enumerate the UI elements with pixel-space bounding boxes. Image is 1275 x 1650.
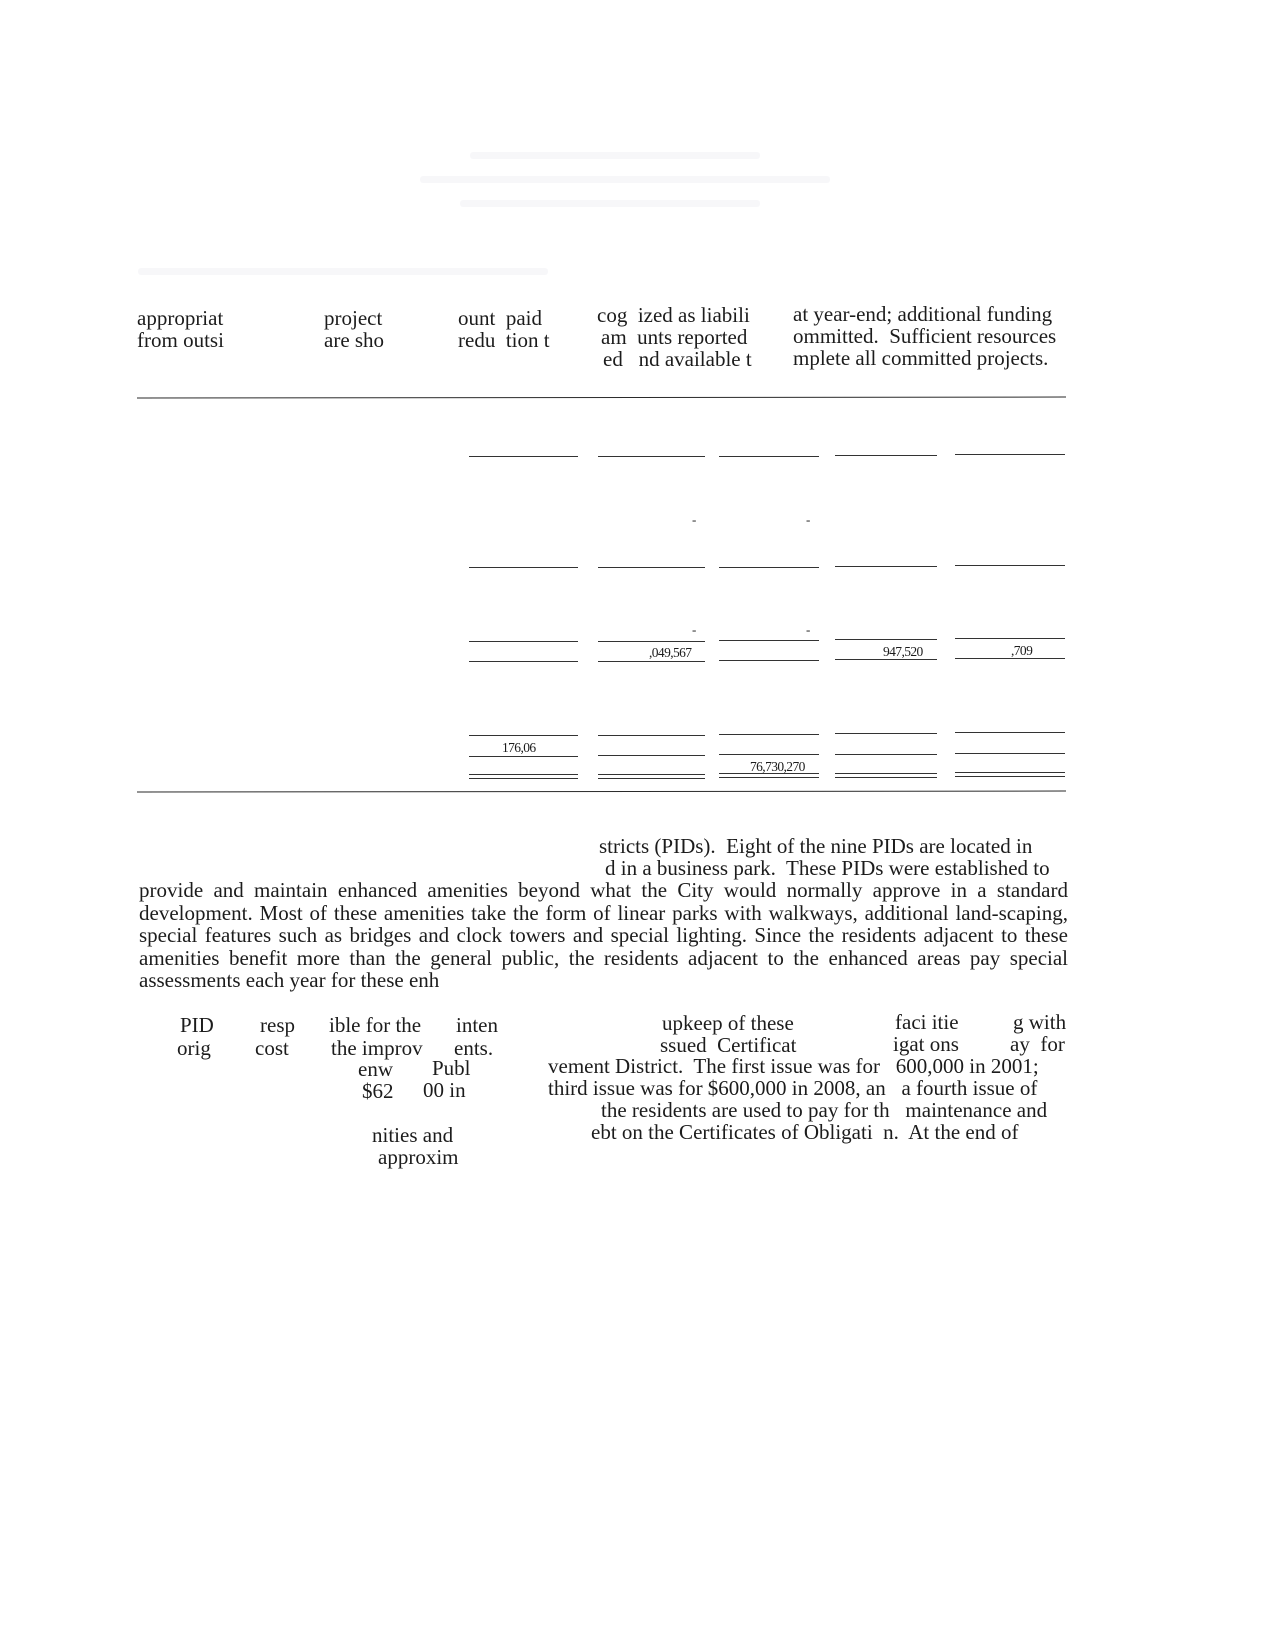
col-rule xyxy=(835,754,937,755)
lower-d2: 00 in xyxy=(423,1078,466,1102)
lower-b6: igat ons xyxy=(893,1032,959,1056)
total-rule xyxy=(719,773,819,774)
col-rule xyxy=(719,660,819,661)
total-rule xyxy=(719,777,819,778)
total-rule xyxy=(835,777,937,778)
lower-b4: ents. xyxy=(454,1036,494,1060)
pid-body: provide and maintain enhanced amenities beyond what the City would normally approve in a standard development. Most of these amenities take the form of linear parks with walkways, additional land-scaping, special features such as bridges and clock towers and special lighting. Since the residents adjacent to these amenities benefit more than the general public, the residents adjacent to the enhanced areas pay special assessments each year for these enh xyxy=(139,878,1068,992)
cell-value: 176,06 xyxy=(502,740,536,755)
faded-section-heading xyxy=(138,268,548,275)
col-rule xyxy=(719,734,819,735)
top-col3-line1: ount paid xyxy=(458,306,542,330)
col-rule xyxy=(469,456,578,457)
col-rule xyxy=(955,658,1065,659)
lower-b7: ay for xyxy=(1010,1032,1065,1056)
lower-a5: upkeep of these xyxy=(662,1011,794,1035)
col-rule xyxy=(469,641,578,642)
cell-value: 76,730,270 xyxy=(750,759,805,774)
lower-b2: cost xyxy=(255,1036,289,1060)
col-rule xyxy=(469,756,578,757)
cell-value: 947,520 xyxy=(883,644,923,659)
cell-value: ,709 xyxy=(1011,643,1033,658)
col-rule xyxy=(719,754,819,755)
total-rule xyxy=(598,774,705,775)
col-rule xyxy=(469,735,578,736)
col-rule xyxy=(598,661,705,662)
lower-b1: orig xyxy=(177,1036,211,1060)
top-col1-line1: appropriat xyxy=(137,306,224,330)
lower-b3: the improv xyxy=(331,1036,423,1060)
col-rule xyxy=(955,638,1065,639)
col-rule xyxy=(835,639,937,640)
col-rule xyxy=(469,661,578,662)
col-rule xyxy=(835,455,937,456)
table-dash: - xyxy=(692,622,697,637)
lower-c3: vement District. The first issue was for 600,000 in 2001; xyxy=(548,1054,1039,1078)
top-col4-line1: cog ized as liabili xyxy=(597,303,750,327)
lower-a3: ible for the xyxy=(329,1013,422,1037)
lower-e1: the residents are used to pay for th maintenance and xyxy=(601,1098,1048,1122)
col-rule xyxy=(835,659,937,660)
faded-heading-2 xyxy=(420,176,830,183)
col-rule xyxy=(598,567,705,568)
total-rule xyxy=(469,778,578,779)
top-col5-line3: mplete all committed projects. xyxy=(793,346,1049,370)
total-rule xyxy=(598,778,705,779)
col-rule xyxy=(835,566,937,567)
col-rule xyxy=(835,733,937,734)
lower-c1: enw xyxy=(358,1057,393,1081)
top-col4-line3: ed nd available t xyxy=(603,347,752,371)
faded-heading-1 xyxy=(470,152,760,159)
lower-f1: nities and xyxy=(372,1123,454,1147)
col-rule xyxy=(598,755,705,756)
lower-g1: approxim xyxy=(378,1145,459,1169)
top-col3-line2: redu tion t xyxy=(458,328,550,352)
lower-c2: Publ xyxy=(432,1056,471,1080)
col-rule xyxy=(469,567,578,568)
total-rule xyxy=(469,774,578,775)
col-rule xyxy=(955,753,1065,754)
col-rule xyxy=(598,735,705,736)
lower-b5: ssued Certificat xyxy=(660,1033,797,1057)
col-rule xyxy=(598,641,705,642)
table-dash: - xyxy=(806,622,811,637)
col-rule xyxy=(955,454,1065,455)
pid-line-2: d in a business park. These PIDs were established to xyxy=(605,856,1050,880)
cell-value: ,049,567 xyxy=(649,645,692,660)
lower-d3: third issue was for $600,000 in 2008, an a fourth issue of xyxy=(548,1076,1038,1100)
total-rule xyxy=(835,773,937,774)
top-col5-line1: at year-end; additional funding xyxy=(793,302,1053,326)
top-col2-line1: project xyxy=(324,306,383,330)
total-rule xyxy=(955,776,1065,777)
lower-a1: PID xyxy=(180,1013,214,1037)
lower-a4: inten xyxy=(456,1013,498,1037)
lower-a6: faci itie xyxy=(895,1010,959,1034)
top-col4-line2: am unts reported xyxy=(601,325,748,349)
lower-a7: g with xyxy=(1013,1010,1067,1034)
top-col1-line2: from outsi xyxy=(137,328,224,352)
lower-d1: $62 xyxy=(362,1079,394,1103)
col-rule xyxy=(598,456,705,457)
total-rule xyxy=(955,772,1065,773)
top-col5-line2: ommitted. Sufficient resources xyxy=(793,324,1057,348)
table-dash: - xyxy=(806,512,811,527)
table-top-rule xyxy=(137,397,1066,399)
col-rule xyxy=(719,456,819,457)
table-dash: - xyxy=(692,512,697,527)
col-rule xyxy=(719,567,819,568)
col-rule xyxy=(955,732,1065,733)
pid-line-1: stricts (PIDs). Eight of the nine PIDs are located in xyxy=(599,834,1033,858)
top-col2-line2: are sho xyxy=(324,328,385,352)
lower-a2: resp xyxy=(260,1013,295,1037)
lower-f2: ebt on the Certificates of Obligati n. At the end of xyxy=(591,1120,1019,1144)
col-rule xyxy=(955,565,1065,566)
table-bottom-rule xyxy=(137,791,1066,793)
col-rule xyxy=(719,640,819,641)
faded-heading-3 xyxy=(460,200,760,207)
